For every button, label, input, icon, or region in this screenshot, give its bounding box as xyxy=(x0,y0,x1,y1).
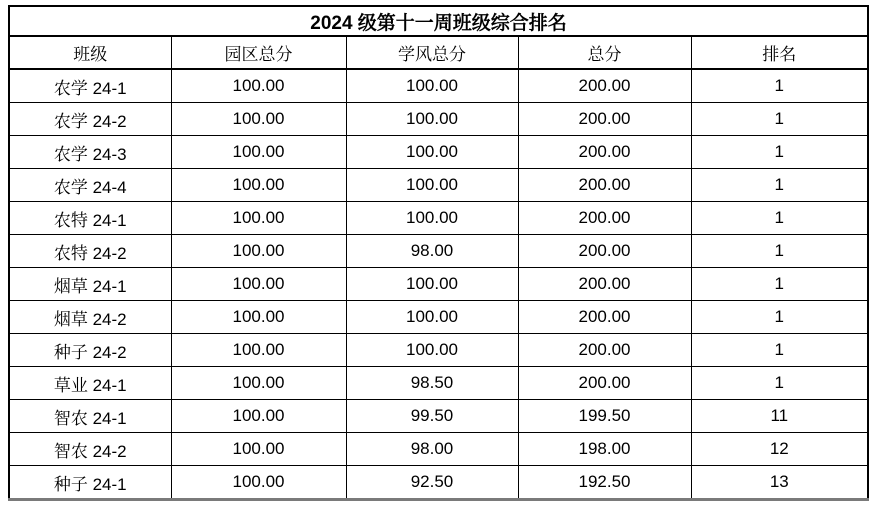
score-cell: 100.00 xyxy=(171,400,346,433)
column-header: 园区总分 xyxy=(171,36,346,69)
score-cell: 100.00 xyxy=(346,103,518,136)
class-name-cell: 农特 24-2 xyxy=(9,235,171,268)
score-cell: 200.00 xyxy=(518,367,691,400)
table-row xyxy=(9,334,868,367)
score-cell: 100.00 xyxy=(171,301,346,334)
score-cell: 100.00 xyxy=(171,103,346,136)
score-cell: 100.00 xyxy=(171,69,346,103)
class-name-cell: 智农 24-1 xyxy=(9,400,171,433)
score-cell: 98.50 xyxy=(346,367,518,400)
score-cell: 200.00 xyxy=(518,136,691,169)
column-header: 班级 xyxy=(9,36,171,69)
score-cell: 100.00 xyxy=(346,136,518,169)
table-title-row xyxy=(9,6,868,36)
score-cell: 11 xyxy=(691,400,868,433)
score-cell: 100.00 xyxy=(346,202,518,235)
table-row xyxy=(9,103,868,136)
class-name-cell: 农学 24-1 xyxy=(9,69,171,103)
table-row xyxy=(9,433,868,466)
score-cell: 92.50 xyxy=(346,466,518,500)
score-cell: 1 xyxy=(691,268,868,301)
class-name-cell: 烟草 24-1 xyxy=(9,268,171,301)
table-body xyxy=(9,69,868,500)
score-cell: 1 xyxy=(691,301,868,334)
column-header: 学风总分 xyxy=(346,36,518,69)
score-cell: 100.00 xyxy=(171,169,346,202)
score-cell: 100.00 xyxy=(346,334,518,367)
class-ranking-table xyxy=(8,5,869,501)
table-row xyxy=(9,466,868,500)
score-cell: 100.00 xyxy=(171,466,346,500)
class-name-cell: 烟草 24-2 xyxy=(9,301,171,334)
score-cell: 100.00 xyxy=(171,235,346,268)
score-cell: 1 xyxy=(691,235,868,268)
column-header: 排名 xyxy=(691,36,868,69)
table-row xyxy=(9,400,868,433)
table-title: 2024 级第十一周班级综合排名 xyxy=(9,6,868,36)
table-row xyxy=(9,301,868,334)
class-name-cell: 种子 24-1 xyxy=(9,466,171,500)
score-cell: 200.00 xyxy=(518,202,691,235)
table-row xyxy=(9,169,868,202)
score-cell: 1 xyxy=(691,103,868,136)
class-name-cell: 农学 24-3 xyxy=(9,136,171,169)
score-cell: 192.50 xyxy=(518,466,691,500)
score-cell: 1 xyxy=(691,69,868,103)
score-cell: 100.00 xyxy=(171,268,346,301)
table-row xyxy=(9,235,868,268)
score-cell: 1 xyxy=(691,136,868,169)
score-cell: 200.00 xyxy=(518,69,691,103)
score-cell: 100.00 xyxy=(171,334,346,367)
score-cell: 100.00 xyxy=(346,169,518,202)
score-cell: 100.00 xyxy=(171,136,346,169)
score-cell: 1 xyxy=(691,202,868,235)
score-cell: 200.00 xyxy=(518,301,691,334)
score-cell: 98.00 xyxy=(346,235,518,268)
score-cell: 100.00 xyxy=(171,433,346,466)
score-cell: 1 xyxy=(691,169,868,202)
score-cell: 100.00 xyxy=(346,69,518,103)
score-cell: 199.50 xyxy=(518,400,691,433)
class-name-cell: 农学 24-2 xyxy=(9,103,171,136)
score-cell: 100.00 xyxy=(346,268,518,301)
score-cell: 100.00 xyxy=(171,367,346,400)
table-row xyxy=(9,69,868,103)
score-cell: 100.00 xyxy=(346,301,518,334)
class-name-cell: 智农 24-2 xyxy=(9,433,171,466)
score-cell: 13 xyxy=(691,466,868,500)
score-cell: 200.00 xyxy=(518,103,691,136)
class-name-cell: 草业 24-1 xyxy=(9,367,171,400)
table-row xyxy=(9,202,868,235)
score-cell: 98.00 xyxy=(346,433,518,466)
score-cell: 1 xyxy=(691,367,868,400)
class-name-cell: 农特 24-1 xyxy=(9,202,171,235)
table-row xyxy=(9,136,868,169)
score-cell: 200.00 xyxy=(518,334,691,367)
score-cell: 99.50 xyxy=(346,400,518,433)
score-cell: 200.00 xyxy=(518,268,691,301)
score-cell: 200.00 xyxy=(518,235,691,268)
table-row xyxy=(9,367,868,400)
class-name-cell: 种子 24-2 xyxy=(9,334,171,367)
score-cell: 100.00 xyxy=(171,202,346,235)
score-cell: 200.00 xyxy=(518,169,691,202)
table-row xyxy=(9,268,868,301)
class-name-cell: 农学 24-4 xyxy=(9,169,171,202)
score-cell: 12 xyxy=(691,433,868,466)
score-cell: 1 xyxy=(691,334,868,367)
table-header-row xyxy=(9,36,868,69)
column-header: 总分 xyxy=(518,36,691,69)
score-cell: 198.00 xyxy=(518,433,691,466)
